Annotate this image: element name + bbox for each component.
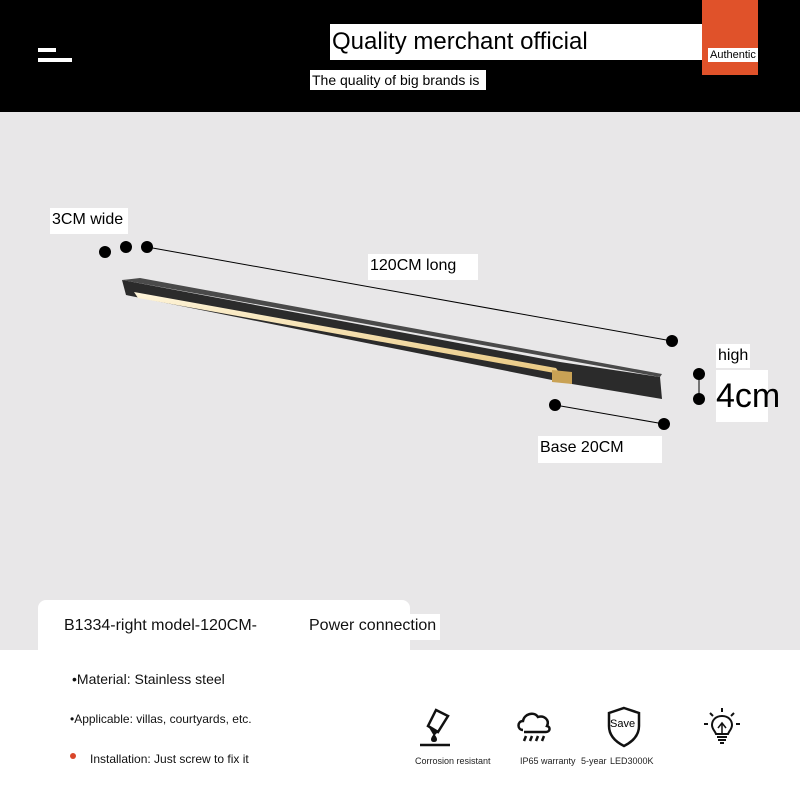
- store-subtitle: The quality of big brands is: [310, 70, 486, 90]
- dim-dot: [658, 418, 670, 430]
- dim-dot: [120, 241, 132, 253]
- lamp-dimension-diagram: [0, 112, 800, 650]
- dim-dot: [549, 399, 561, 411]
- spec-installation: Installation: Just screw to fix it: [90, 752, 249, 766]
- corrosion-label: Corrosion resistant: [415, 756, 491, 766]
- rain-cloud-icon: [514, 708, 554, 744]
- light-bulb-icon: [702, 706, 742, 748]
- base-line: [555, 405, 664, 424]
- dim-dot: [99, 246, 111, 258]
- wall-lamp: [122, 278, 662, 399]
- height-label: high: [716, 344, 750, 368]
- shield-save-label: Save: [610, 718, 636, 730]
- dim-dot: [141, 241, 153, 253]
- dim-dot: [693, 393, 705, 405]
- power-connection-label: Power connection: [306, 614, 440, 640]
- authentic-badge: [702, 0, 758, 75]
- spec-material: •Material: Stainless steel: [72, 671, 225, 687]
- spec-applicable: •Applicable: villas, courtyards, etc.: [70, 712, 252, 726]
- menu-icon[interactable]: [38, 48, 72, 64]
- led-label: LED3000K: [610, 756, 654, 766]
- ip65-label: IP65 warranty: [520, 756, 576, 766]
- corrosion-icon: [414, 706, 456, 748]
- dim-dot: [693, 368, 705, 380]
- authentic-badge-label: Authentic: [708, 48, 758, 62]
- dim-dot: [666, 335, 678, 347]
- base-label: Base 20CM: [538, 436, 662, 463]
- height-value: 4cm: [716, 370, 768, 422]
- store-title: Quality merchant official: [330, 24, 750, 60]
- bullet-dot: [70, 753, 76, 759]
- model-name: B1334-right model-120CM-: [64, 617, 257, 634]
- warranty-label: 5-year: [581, 756, 607, 766]
- width-label: 3CM wide: [50, 208, 128, 234]
- length-label: 120CM long: [368, 254, 478, 280]
